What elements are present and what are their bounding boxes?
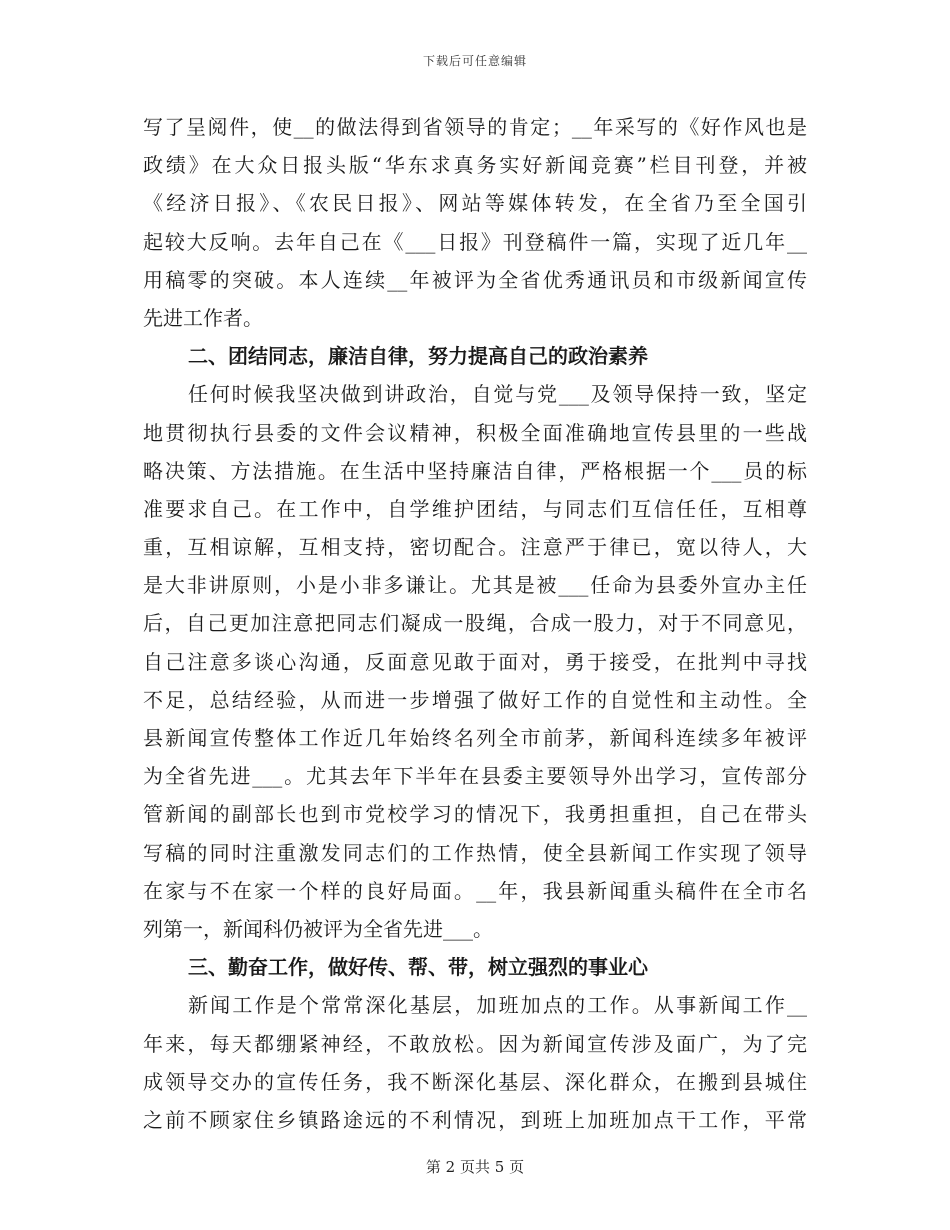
text-line: 在家与不在家一个样的良好局面。__年，我县新闻重头稿件在全市名 <box>143 878 807 903</box>
paragraph-1 <box>143 108 807 337</box>
text-line: 起较大反响。去年自己在《___日报》刊登稿件一篇，实现了近几年__ <box>143 229 807 254</box>
text-line: 管新闻的副部长也到市党校学习的情况下，我勇担重担，自己在带头 <box>143 802 807 827</box>
text-line: 政绩》在大众日报头版“华东求真务实好新闻竞赛”栏目刊登，并被 <box>143 153 807 178</box>
text-line: 后，自己更加注意把同志们凝成一股绳，合成一股力，对于不同意见， <box>143 611 807 636</box>
text-line: 县新闻宣传整体工作近几年始终名列全市前茅，新闻科连续多年被评 <box>143 726 807 750</box>
text-line: 任何时候我坚决做到讲政治，自觉与党___及领导保持一致，坚定 <box>188 382 807 407</box>
text-line: 写稿的同时注重激发同志们的工作热情，使全县新闻工作实现了领导 <box>143 840 807 865</box>
text-line: 用稿零的突破。本人连续__年被评为全省优秀通讯员和市级新闻宣传 <box>143 267 807 292</box>
paragraph-2 <box>143 375 807 948</box>
text-line: 列第一，新闻科仍被评为全省先进___。 <box>143 916 493 941</box>
text-line: 新闻工作是个常常深化基层，加班加点的工作。从事新闻工作__ <box>188 993 807 1018</box>
text-line: 先进工作者。 <box>143 305 263 330</box>
text-line: 是大非讲原则，小是小非多谦让。尤其是被___任命为县委外宣办主任 <box>143 573 807 598</box>
text-line: 写了呈阅件，使__的做法得到省领导的肯定；__年采写的《好作风也是 <box>143 115 807 139</box>
text-line: 准要求自己。在工作中，自学维护团结，与同志们互信任任，互相尊 <box>143 496 807 521</box>
text-line: 不足，总结经验，从而进一步增强了做好工作的自觉性和主动性。全 <box>143 687 807 712</box>
text-line: 重，互相谅解，互相支持，密切配合。注意严于律已，宽以待人，大 <box>143 535 807 560</box>
section-heading-3: 三、勤奋工作，做好传、帮、带，树立强烈的事业心 <box>188 955 648 980</box>
text-line: 地贯彻执行县委的文件会议精神，积极全面准确地宣传县里的一些战 <box>143 420 807 445</box>
text-line: 略决策、方法措施。在生活中坚持廉洁自律，严格根据一个___员的标 <box>143 458 807 483</box>
section-heading-2: 二、团结同志，廉洁自律，努力提高自己的政治素养 <box>188 344 648 369</box>
page-header: 下载后可任意编辑 <box>422 54 527 68</box>
page-number: 第 2 页共 5 页 <box>425 1158 525 1176</box>
paragraph-3 <box>143 986 807 1139</box>
text-line: 成领导交办的宣传任务，我不断深化基层、深化群众，在搬到县城住 <box>143 1069 807 1094</box>
text-line: 自己注意多谈心沟通，反面意见敢于面对，勇于接受，在批判中寻找 <box>143 649 807 674</box>
text-line: 为全省先进___。尤其去年下半年在县委主要领导外出学习，宣传部分 <box>143 764 807 789</box>
text-line: 年来，每天都绷紧神经，不敢放松。因为新闻宣传涉及面广，为了完 <box>143 1031 807 1056</box>
text-line: 《经济日报》、《农民日报》、网站等媒体转发，在全省乃至全国引 <box>143 191 807 216</box>
document-body <box>143 108 807 1139</box>
text-line: 之前不顾家住乡镇路途远的不利情况，到班上加班加点干工作，平常 <box>143 1107 807 1132</box>
